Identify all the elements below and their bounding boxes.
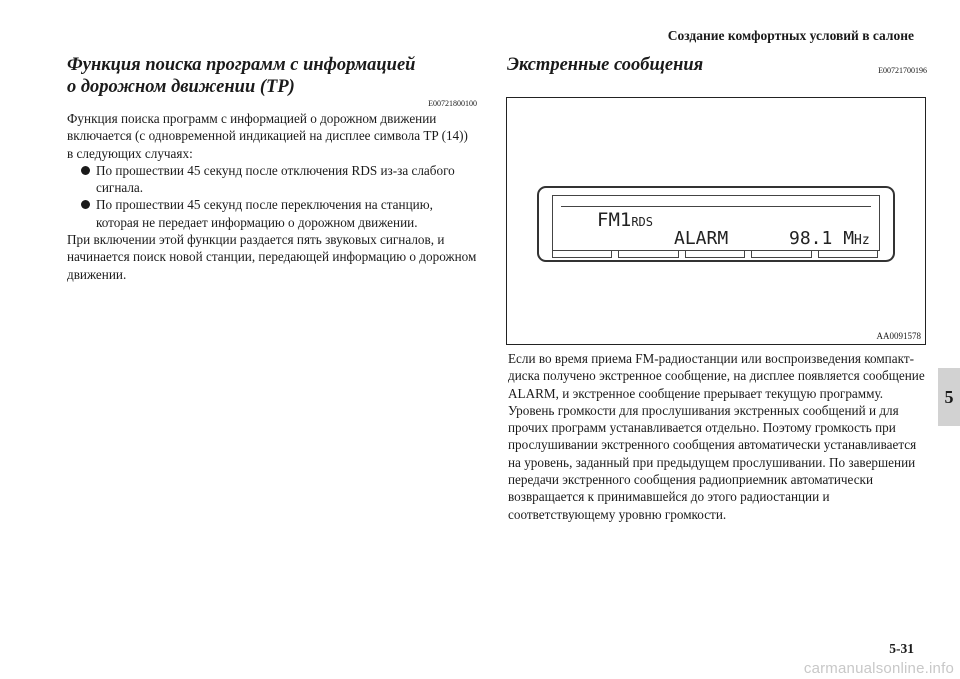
chapter-tab: 5 <box>938 368 960 426</box>
section-title-tp-line2: о дорожном движении (TP) <box>67 77 295 97</box>
list-item <box>81 196 477 231</box>
display-frequency-value: 98.1 <box>789 228 833 249</box>
bullet-text: По прошествии 45 секунд после отключения RDS из-за слабого сигнала. <box>96 162 455 196</box>
page-number: 5-31 <box>889 641 914 656</box>
bullet-icon <box>81 166 90 175</box>
left-column <box>67 54 477 283</box>
alarm-body: Если во время приема FM-радиостанции или воспроизведения компакт-диска получено экстренное сообщение, на дисплее появляется сообщение ALARM, и экстренное сообщение прерывает текущую программу. Уровень громкости для прослушивания экстренных сообщений и для прочих программ устанавливается отдельно. Поэтому громкость при прослушивании экстренного сообщения автоматически устанавливается на уровень, заданный при предыдущем прослушивании. По завершении передачи экстренного сообщения радиоприемник автоматически возвращается к принимавшейся до этого радиостанции и соответствующему уровню громкости. <box>508 351 925 522</box>
section-title-alarm: Экстренные сообщения <box>507 55 704 75</box>
display-segment <box>751 250 811 258</box>
display-unit-hz: Hz <box>854 233 870 248</box>
running-header: Создание комфортных условий в салоне <box>667 28 914 43</box>
watermark: carmanualsonline.info <box>803 660 954 677</box>
bullet-text: По прошествии 45 секунд после переключения на станцию, которая не передает информацию о дорожном движении. <box>96 197 433 230</box>
section-code-tp: E00721800100 <box>428 99 477 108</box>
display-band <box>597 209 653 231</box>
display-divider <box>561 206 871 207</box>
radio-display-figure <box>506 97 926 345</box>
display-unit-m: M <box>843 228 855 249</box>
radio-display-screen <box>552 195 880 251</box>
display-segments <box>552 250 878 258</box>
list-item <box>81 162 477 197</box>
display-segment <box>552 250 612 258</box>
radio-display <box>537 186 895 262</box>
tp-intro: Функция поиска программ с информацией о дорожном движении включается (с одновременной индикацией на дисплее символа TP (14)) в следующих случаях: <box>67 111 468 161</box>
display-alarm: ALARM <box>674 228 729 249</box>
tp-outro: При включении этой функции раздается пять звуковых сигналов, и начинается поиск новой станции, передающей информацию о дорожном движении. <box>67 232 477 282</box>
section-title-tp-line1: Функция поиска программ с информацией <box>67 55 416 75</box>
right-column-heading <box>507 54 927 77</box>
section-title-tp <box>67 54 477 98</box>
figure-code: AA0091578 <box>876 331 921 341</box>
display-frequency <box>789 228 870 249</box>
display-band-label: FM1 <box>597 209 632 231</box>
section-code-alarm: E00721700196 <box>878 66 927 75</box>
display-segment <box>618 250 678 258</box>
bullet-icon <box>81 200 90 209</box>
display-segment <box>818 250 878 258</box>
display-rds-label: RDS <box>631 215 654 229</box>
display-segment <box>685 250 745 258</box>
tp-bullet-list <box>67 162 477 231</box>
